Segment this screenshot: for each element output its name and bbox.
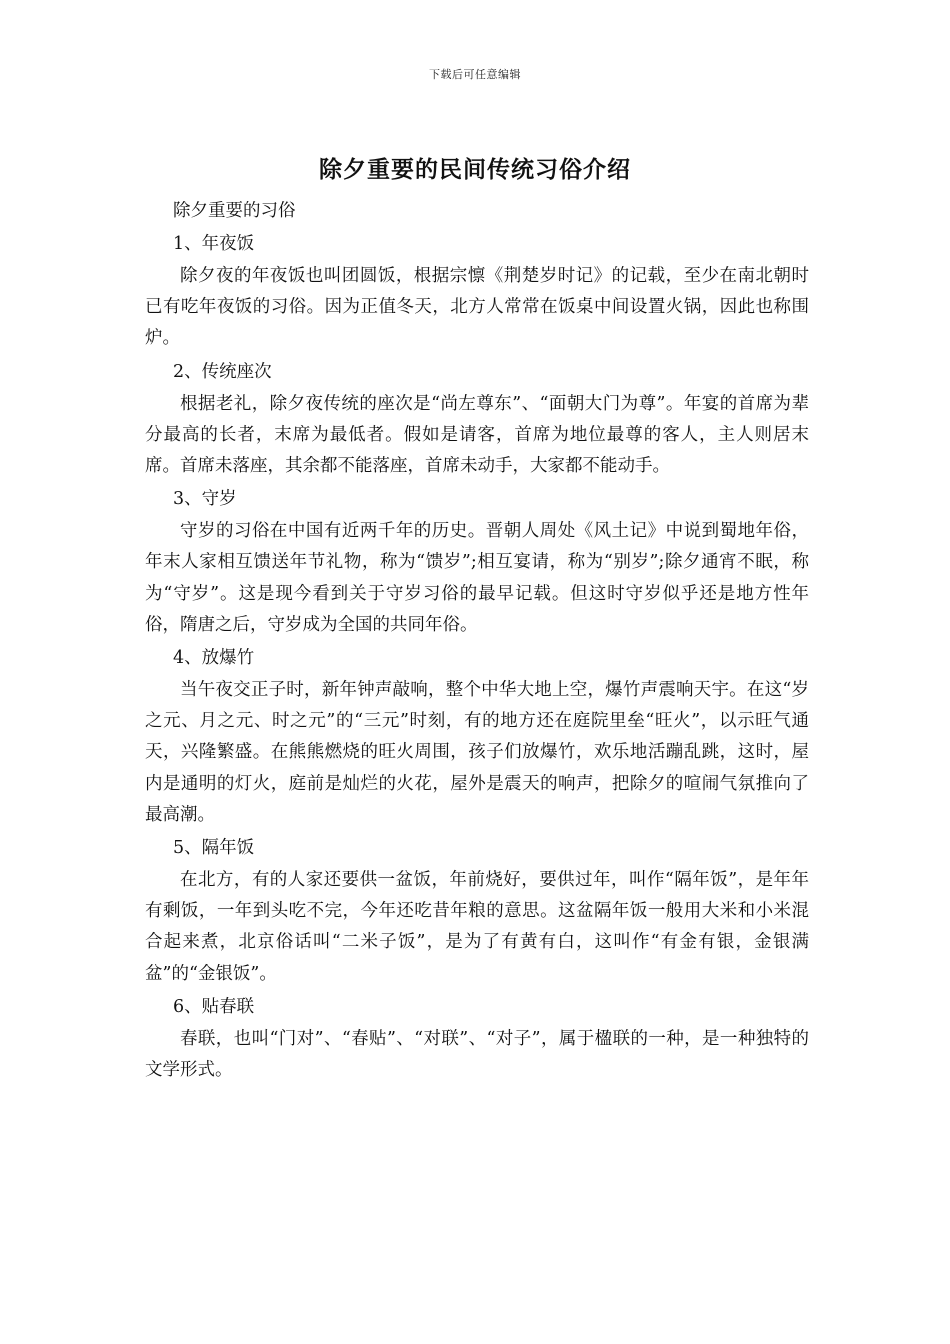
section-heading: 6、贴春联: [173, 996, 255, 1017]
section-paragraph: 在北方，有的人家还要供一盆饭，年前烧好，要供过年，叫作“隔年饭”，是年年有剩饭，一年到头吃不完，今年还吃昔年粮的意思。这盆隔年饭一般用大米和小米混合起来煮，北京俗话叫“二米子饭”，是为了有黄有白，这叫作“有金有银，金银满盆”的“金银饭”。: [145, 870, 809, 984]
section-heading: 3、守岁: [173, 489, 237, 510]
section-heading: 1、年夜饭: [173, 234, 255, 254]
section-paragraph: 当午夜交正子时，新年钟声敲响，整个中华大地上空，爆竹声震响天宇。在这“岁之元、月之元、时之元”的“三元”时刻，有的地方还在庭院里垒“旺火”，以示旺气通天，兴隆繁盛。在熊熊燃烧的旺火周围，孩子们放爆竹，欢乐地活蹦乱跳，这时，屋内是通明的灯火，庭前是灿烂的火花，屋外是震天的响声，把除夕的喧闹气氛推向了最高潮。: [145, 680, 809, 825]
section-paragraph: 除夕夜的年夜饭也叫团圆饭，根据宗懔《荆楚岁时记》的记载，至少在南北朝时已有吃年夜饭的习俗。因为正值冬天，北方人常常在饭桌中间设置火锅，因此也称围炉。: [145, 266, 809, 349]
section-paragraph: 春联，也叫“门对”、“春贴”、“对联”、“对子”，属于楹联的一种，是一种独特的文学形式。: [145, 1028, 809, 1081]
document-body: [145, 196, 809, 1086]
section-paragraph: 根据老礼，除夕夜传统的座次是“尚左尊东”、“面朝大门为尊”。年宴的首席为辈分最高的长者，末席为最低者。假如是请客，首席为地位最尊的客人，主人则居末席。首席未落座，其余都不能落座，首席未动手，大家都不能动手。: [145, 393, 809, 477]
header-note: 下载后可任意编辑: [429, 68, 521, 81]
section-heading: 4、放爆竹: [173, 648, 255, 669]
document-title: 除夕重要的民间传统习俗介绍: [319, 156, 631, 183]
section-heading: 5、隔年饭: [173, 838, 255, 859]
section-heading: 2、传统座次: [173, 361, 272, 382]
intro-heading: 除夕重要的习俗: [173, 201, 296, 221]
section-paragraph: 守岁的习俗在中国有近两千年的历史。晋朝人周处《风土记》中说到蜀地年俗，年末人家相互馈送年节礼物，称为“馈岁”;相互宴请，称为“别岁”;除夕通宵不眠，称为“守岁”。这是现今看到关于守岁习俗的最早记载。但这时守岁似乎还是地方性年俗，隋唐之后，守岁成为全国的共同年俗。: [145, 521, 809, 635]
